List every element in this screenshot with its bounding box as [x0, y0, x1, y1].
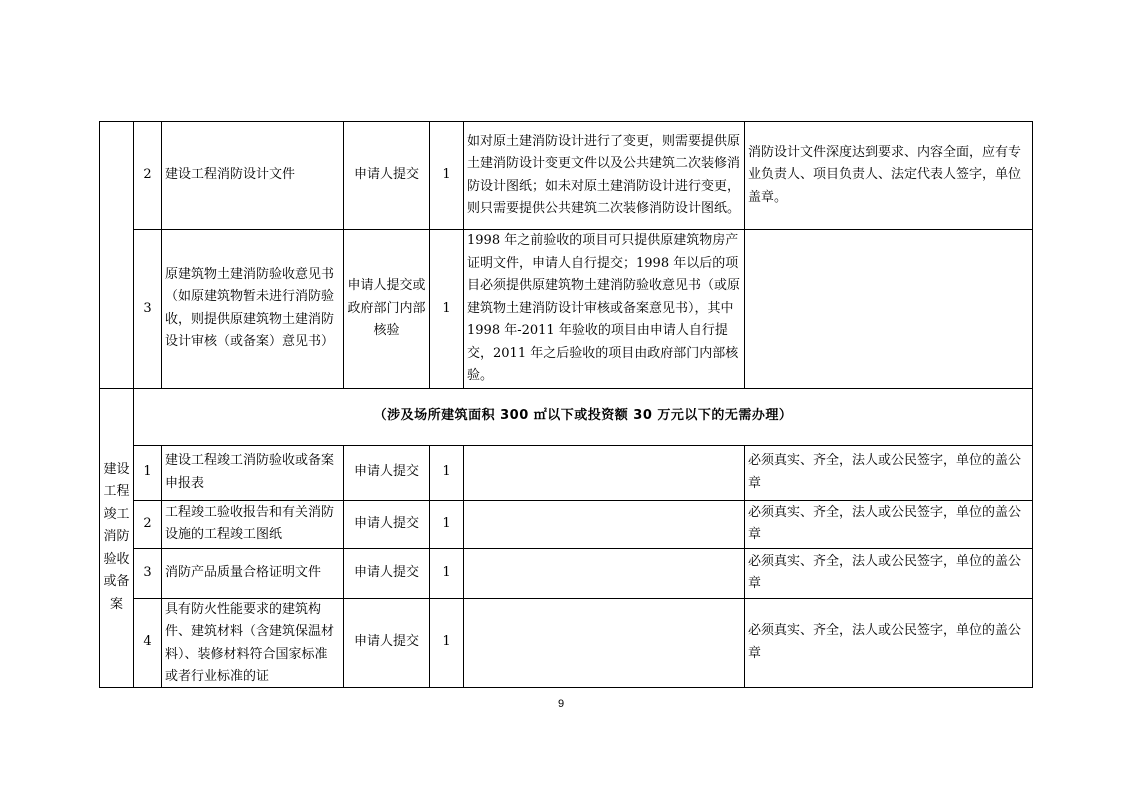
material-source: 申请人提交或政府部门内部核验: [344, 230, 430, 389]
copies-count: 1: [430, 500, 464, 548]
copies-count: 1: [430, 598, 464, 687]
category-cell: 建设工程竣工消防验收或备案: [100, 388, 134, 687]
material-name: 原建筑物土建消防验收意见书（如原建筑物暂未进行消防验收，则提供原建筑物土建消防设计审核（或备案）意见书）: [162, 230, 344, 389]
table-row: [100, 445, 1033, 500]
material-requirement: 必须真实、齐全，法人或公民签字，单位的盖公章: [745, 598, 1033, 687]
material-source: 申请人提交: [344, 500, 430, 548]
material-name: 建设工程竣工消防验收或备案申报表: [162, 445, 344, 500]
material-requirement: 消防设计文件深度达到要求、内容全面，应有专业负责人、项目负责人、法定代表人签字，单位盖章。: [745, 122, 1033, 230]
material-source: 申请人提交: [344, 598, 430, 687]
copies-count: 1: [430, 445, 464, 500]
copies-count: 1: [430, 230, 464, 389]
requirements-table: [99, 121, 1033, 688]
material-notes: [464, 500, 745, 548]
page-number: 9: [557, 698, 565, 710]
row-number: 2: [134, 500, 162, 548]
table-row: [100, 388, 1033, 445]
material-requirement: 必须真实、齐全，法人或公民签字，单位的盖公章: [745, 500, 1033, 548]
row-number: 4: [134, 598, 162, 687]
copies-count: 1: [430, 548, 464, 598]
material-notes: 1998 年之前验收的项目可只提供原建筑物房产证明文件，申请人自行提交；1998 年以后的项目必须提供原建筑物土建消防验收意见书（或原建筑物土建消防设计审核或备案意见书），其中 1998 年-2011 年验收的项目由申请人自行提交，2011 年之后验收的项目由政府部门内部核验。: [464, 230, 745, 389]
material-notes: 如对原土建消防设计进行了变更，则需要提供原土建消防设计变更文件以及公共建筑二次装修消防设计图纸；如未对原土建消防设计进行变更，则只需要提供公共建筑二次装修消防设计图纸。: [464, 122, 745, 230]
table-row: [100, 122, 1033, 230]
category-cell: [100, 122, 134, 389]
row-number: 3: [134, 548, 162, 598]
material-name: 消防产品质量合格证明文件: [162, 548, 344, 598]
table-row: [100, 500, 1033, 548]
material-source: 申请人提交: [344, 445, 430, 500]
row-number: 3: [134, 230, 162, 389]
material-name: 具有防火性能要求的建筑构件、建筑材料（含建筑保温材料）、装修材料符合国家标准或者行业标准的证: [165, 601, 335, 684]
table-row: [100, 548, 1033, 598]
material-name: 建设工程消防设计文件: [162, 122, 344, 230]
table-row: [100, 598, 1033, 687]
section-banner: （涉及场所建筑面积 300 ㎡以下或投资额 30 万元以下的无需办理）: [134, 388, 1033, 445]
material-source: 申请人提交: [344, 122, 430, 230]
material-name: 工程竣工验收报告和有关消防设施的工程竣工图纸: [162, 500, 344, 548]
table-row: [100, 230, 1033, 389]
material-source: 申请人提交: [344, 548, 430, 598]
material-requirement: 必须真实、齐全，法人或公民签字，单位的盖公章: [745, 548, 1033, 598]
row-number: 1: [134, 445, 162, 500]
row-number: 2: [134, 122, 162, 230]
material-requirement: [745, 230, 1033, 389]
material-notes: [464, 548, 745, 598]
material-requirement: 必须真实、齐全，法人或公民签字，单位的盖公章: [745, 445, 1033, 500]
material-notes: [464, 598, 745, 687]
material-notes: [464, 445, 745, 500]
copies-count: 1: [430, 122, 464, 230]
